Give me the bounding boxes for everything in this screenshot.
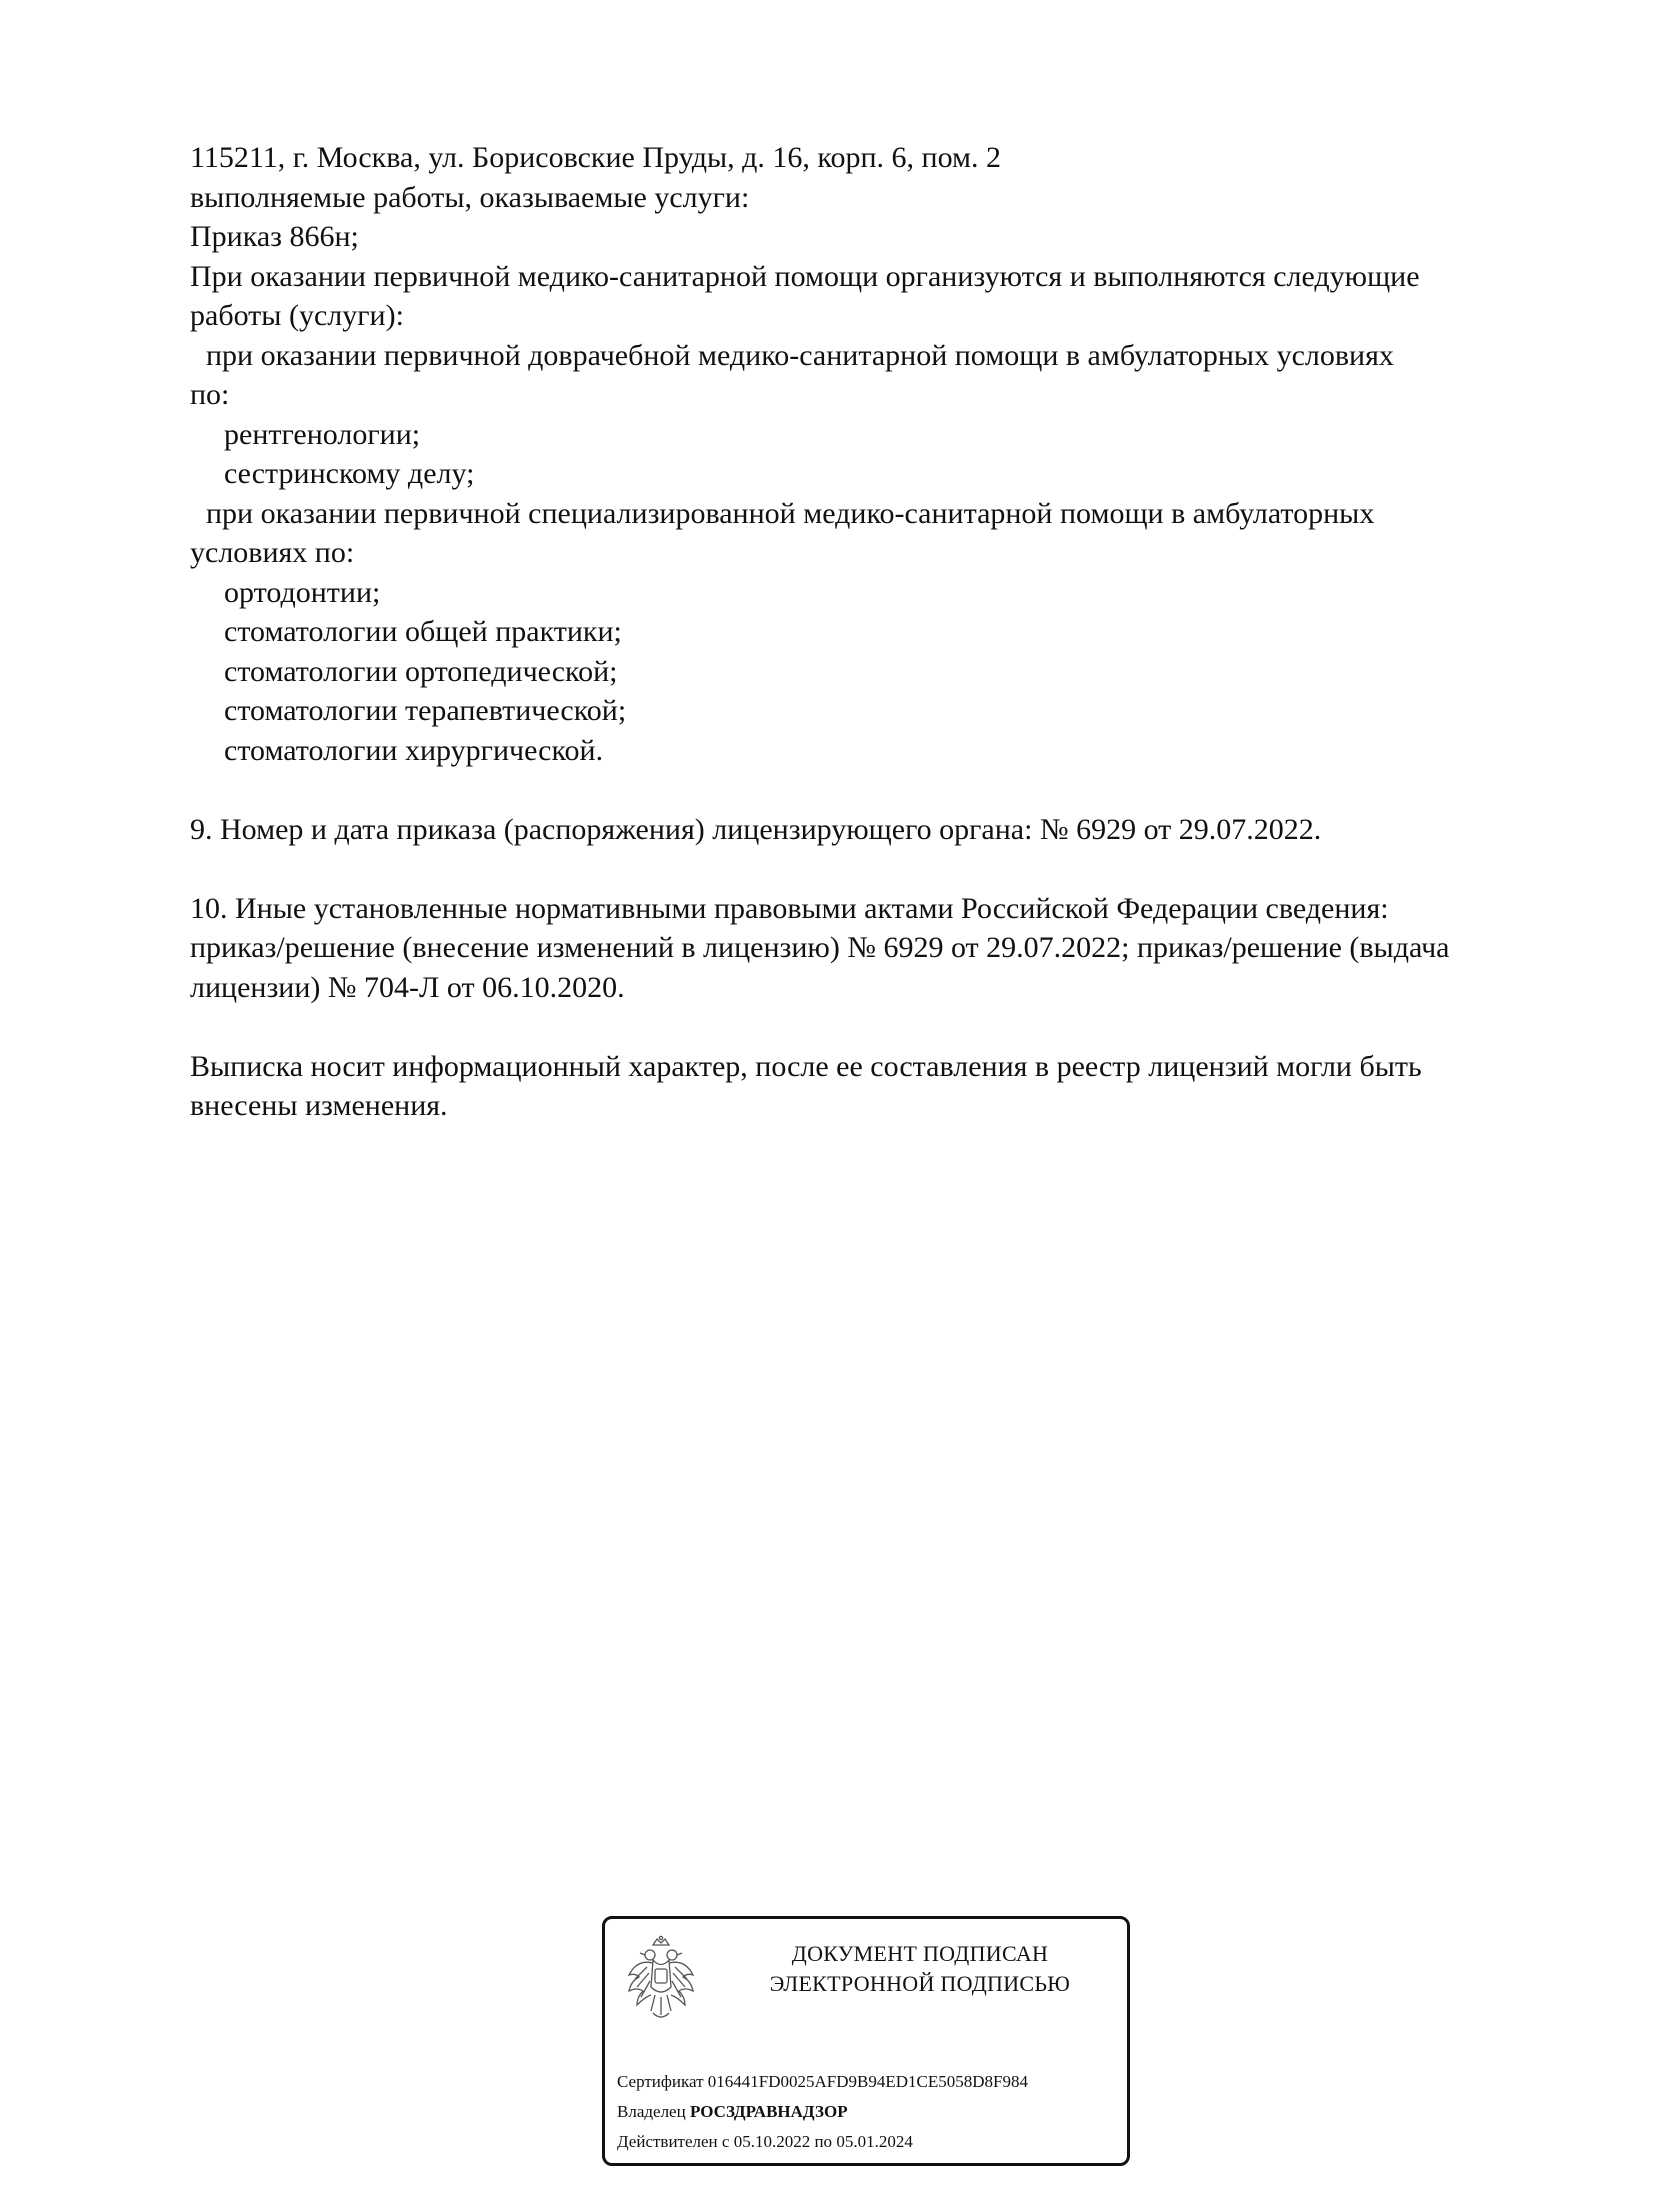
document-line: стоматологии терапевтической; [224,694,627,727]
section-10-line: 10. Иные установленные нормативными правовыми актами Российской Федерации сведения: [190,891,1389,925]
license-services-block [190,138,1570,770]
stamp-details [617,2067,1122,2157]
certificate-row [617,2067,1122,2097]
spacer [190,849,1570,889]
spacer [190,770,1570,810]
section-9-order-number: 9. Номер и дата приказа (распоряжения) лицензирующего органа: № 6929 от 29.07.2022. [190,812,1322,846]
validity-row [617,2127,1122,2157]
document-line: условиях по: [190,536,355,569]
document-line: при оказании первичной специализированной медико-санитарной помощи в амбулаторных [206,496,1375,530]
owner-value: РОСЗДРАВНАДЗОР [689,2102,848,2121]
document-line: ортодонтии; [224,575,381,609]
document-line: выполняемые работы, оказываемые услуги: [190,180,750,214]
document-body [190,138,1570,1126]
document-line: работы (услуги): [190,299,404,332]
coat-of-arms-icon [623,1935,699,2025]
stamp-heading [725,1939,1115,1999]
spacer [190,1007,1570,1047]
document-line: сестринскому делу; [224,457,475,490]
valid-to-label: по [814,2132,833,2151]
section-10-line: лицензии) № 704-Л от 06.10.2020. [190,970,625,1004]
document-line: стоматологии общей практики; [224,615,622,648]
document-line: 115211, г. Москва, ул. Борисовские Пруды, д. 16, корп. 6, пом. 2 [190,141,1001,174]
section-10-other-info [190,889,1570,1008]
document-line: стоматологии хирургической. [224,733,604,767]
certificate-value: 016441FD0025AFD9B94ED1CE5058D8F984 [707,2072,1028,2091]
valid-to: 05.01.2024 [836,2132,913,2151]
valid-label: Действителен с [617,2132,730,2151]
stamp-heading-line: ДОКУМЕНТ ПОДПИСАН [791,1941,1049,1966]
stamp-heading-line: ЭЛЕКТРОННОЙ ПОДПИСЬЮ [769,1971,1071,1996]
document-line: по: [190,378,230,411]
document-line: При оказании первичной медико-санитарной помощи организуются и выполняются следующие [190,259,1420,293]
disclaimer [190,1047,1570,1126]
section-10-line: приказ/решение (внесение изменений в лицензию) № 6929 от 29.07.2022; приказ/решение (выдача [190,931,1450,964]
disclaimer-line: Выписка носит информационный характер, после ее составления в реестр лицензий могли быть [190,1049,1422,1083]
document-line: Приказ 866н; [190,220,359,253]
document-line: рентгенологии; [224,417,421,451]
valid-from: 05.10.2022 [733,2132,811,2151]
document-line: стоматологии ортопедической; [224,654,618,688]
owner-label: Владелец [617,2102,686,2121]
owner-row [617,2097,1122,2127]
document-line: при оказании первичной доврачебной медико-санитарной помощи в амбулаторных условиях [206,338,1394,372]
disclaimer-line: внесены изменения. [190,1089,448,1122]
electronic-signature-stamp [602,1916,1130,2166]
certificate-label: Сертификат [617,2072,704,2091]
